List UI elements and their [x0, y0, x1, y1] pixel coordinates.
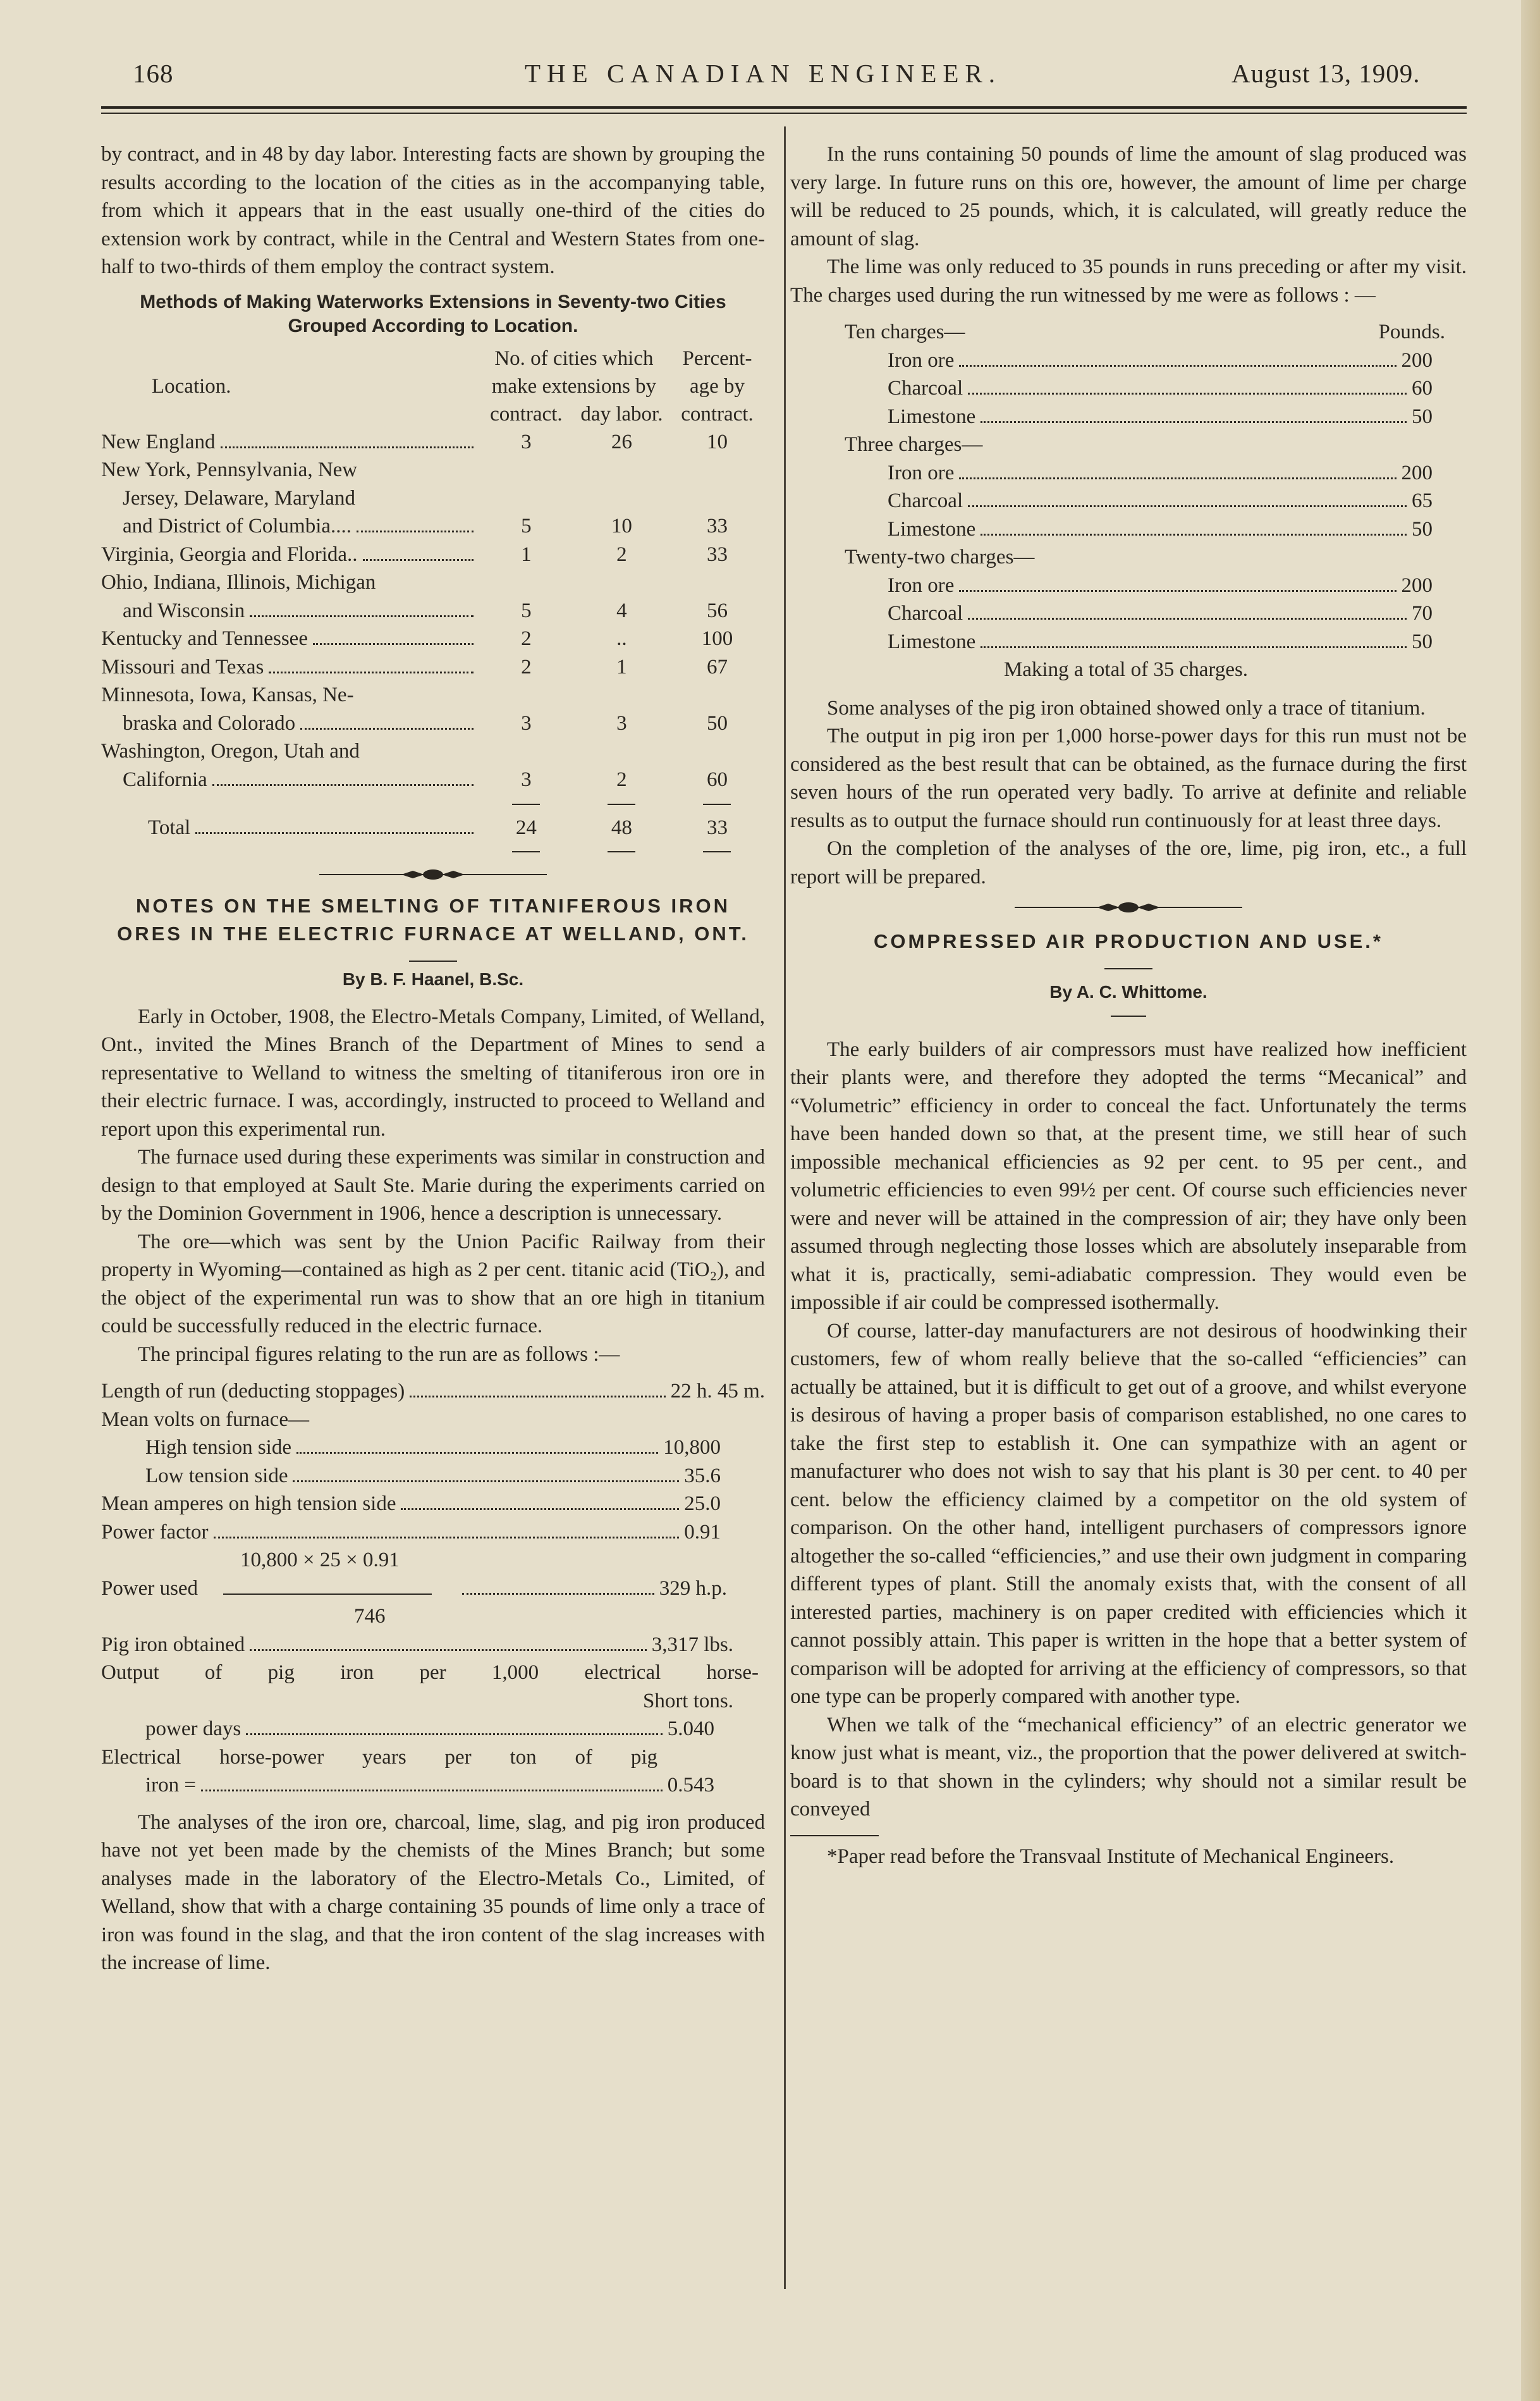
charge-item: Iron ore 200 [888, 574, 1433, 597]
charges-total: Making a total of 35 charges. [1003, 658, 1249, 681]
paragraph: The ore—which was sent by the Union Pacific Railway from their property in Wyoming—contained as high as 2 per cent. titanic acid (TiO₂), and the object of the experimental run was to show that an ore high in titanium could be successfully reduced in the electric furnace. [101, 1230, 765, 1337]
formula-numerator: 10,800 × 25 × 0.91 [240, 1549, 400, 1571]
row-day: 2 [616, 768, 627, 791]
row-location: Kentucky and Tennessee [101, 627, 308, 650]
journal-title: THE CANADIAN ENGINEER. [525, 59, 1002, 88]
row-day: 2 [616, 543, 627, 566]
paragraph: The lime was only reduced to 35 pounds in runs preceding or after my visit. The charges used during the run witnessed by me were as follows : — [790, 255, 1467, 307]
row-day: 3 [616, 711, 627, 735]
row-contract: 3 [521, 711, 532, 735]
charge-item: Charcoal 70 [888, 602, 1433, 625]
row-day: 1 [616, 655, 627, 679]
row-pct: 56 [706, 599, 728, 622]
charge-group-label: Ten charges— [845, 321, 965, 343]
figure-row: Power used 329 h.p. [101, 1576, 727, 1600]
paragraph: The early builders of air compressors must have realized how inefficient their plants were, and therefore they adopted the terms “Mecanical” and “Volumetric” efficiency in order to conceal the fact. Unfortunately the terms have been handed down so that, at the present time, we still hear of such impossible mechanical efficiencies as 92 per cent. to 95 per cent., and volumetric efficiencies to even 99½ per cent. Of course such efficiencies never were and never will be attained in the compression of air; they have only been assumed through neglecting those losses which are absolutely inseparable from what it is, practically, semi-adiabatic compression. They would even be impossible if air could be compressed isothermally. [790, 1038, 1467, 1314]
title-rule [1104, 968, 1152, 969]
charge-item: Iron ore 200 [888, 348, 1433, 372]
row-location: Washington, Oregon, Utah and [101, 740, 360, 763]
row-pct: 33 [706, 543, 728, 566]
figure-row: Mean amperes on high tension side 25.0 [101, 1492, 721, 1515]
charge-item: Charcoal 60 [888, 377, 1433, 400]
charge-group-label: Twenty-two charges— [845, 546, 1035, 568]
table-row [101, 653, 765, 682]
figure-row: Mean volts on furnace— [101, 1408, 309, 1431]
charge-item: Limestone 50 [888, 405, 1433, 428]
col-header-day-labor: day labor. [580, 402, 663, 426]
row-location: New England [101, 430, 216, 453]
article-title: COMPRESSED AIR PRODUCTION AND USE.* [874, 930, 1383, 952]
paragraph: Some analyses of the pig iron obtained showed only a trace of titanium. [827, 696, 1426, 720]
row-contract: 5 [521, 515, 532, 537]
figure-row: Power factor 0.91 [101, 1520, 721, 1544]
column-divider [784, 126, 786, 2289]
row-location: braska and Colorado [123, 711, 296, 735]
table-row [101, 456, 765, 484]
total-day: 48 [611, 816, 632, 839]
col-header-pct-3: contract. [681, 402, 754, 426]
row-day: 4 [616, 599, 627, 622]
row-location: Virginia, Georgia and Florida.. [101, 543, 358, 566]
row-day: .. [616, 627, 627, 650]
col-header-pct-2: age by [689, 374, 745, 398]
charges-list [790, 318, 1445, 684]
row-pct: 60 [706, 768, 728, 791]
col-header-location: Location. [152, 374, 231, 398]
byline-rule [1111, 1016, 1146, 1017]
figure-row: iron = 0.543 [145, 1774, 714, 1796]
row-pct: 33 [706, 515, 728, 537]
paragraph: In the runs containing 50 pounds of lime the amount of slag produced was very large. In future runs on this ore, however, the amount of lime per charge will be reduced to 25 pounds, which, it is calculated, will greatly reduce the amount of slag. [790, 143, 1467, 250]
paragraph: The principal figures relating to the run are as follows :— [138, 1342, 620, 1366]
row-day: 26 [611, 430, 632, 453]
figure-row: Low tension side 35.6 [145, 1464, 721, 1487]
table-row [101, 512, 765, 541]
row-pct: 10 [706, 430, 728, 453]
row-contract: 1 [521, 543, 532, 566]
footnote-rule [790, 1835, 879, 1836]
charge-item: Iron ore 200 [888, 461, 1433, 484]
row-location: Missouri and Texas [101, 655, 264, 679]
row-contract: 2 [521, 627, 532, 650]
row-contract: 5 [521, 599, 532, 622]
figure-row: Pig iron obtained 3,317 lbs. [101, 1633, 733, 1656]
charge-item: Limestone 50 [888, 630, 1433, 653]
col-header-cities-2: make extensions by [491, 374, 657, 398]
page-number: 168 [133, 59, 174, 88]
total-contract: 24 [515, 816, 537, 839]
table-total-row [101, 813, 765, 843]
row-pct: 67 [706, 655, 728, 679]
col-header-contract: contract. [490, 402, 563, 426]
row-day: 10 [611, 515, 632, 537]
table-title: Methods of Making Waterworks Extensions in Seventy-two Cities Grouped According to Location. [140, 291, 726, 336]
row-location: Jersey, Delaware, Maryland [123, 486, 356, 510]
table-row [101, 568, 765, 597]
footnote: *Paper read before the Transvaal Institute of Mechanical Engineers. [827, 1845, 1395, 1868]
figure-row: High tension side 10,800 [145, 1436, 721, 1459]
formula-denominator: 746 [354, 1605, 386, 1628]
paragraph: Early in October, 1908, the Electro-Metals Company, Limited, of Welland, Ont., invited the Mines Branch of the Department of Mines to send a representative to Welland to witness the smelting of titaniferous iron ore in their electric furnace. I was, accordingly, instructed to proceed to Welland and report upon this experimental run. [101, 1005, 765, 1141]
table-row [101, 541, 765, 569]
figure-row: power days 5.040 [145, 1717, 714, 1740]
article-byline: By A. C. Whittome. [1049, 982, 1207, 1002]
ornament-divider [319, 868, 547, 881]
table-header [101, 345, 765, 372]
row-location: and Wisconsin [123, 599, 245, 622]
row-pct: 50 [706, 711, 728, 735]
total-pct: 33 [706, 816, 728, 839]
row-contract: 3 [521, 430, 532, 453]
row-contract: 3 [521, 768, 532, 791]
page-edge [1521, 0, 1540, 2401]
charges-pounds-header: Pounds. [1378, 321, 1445, 343]
charge-group-label: Three charges— [845, 433, 983, 456]
table-row [101, 709, 765, 738]
run-figures [101, 1377, 765, 1800]
article-title: NOTES ON THE SMELTING OF TITANIFEROUS IRON ORES IN THE ELECTRIC FURNACE AT WELLAND, ONT. [117, 895, 749, 945]
header-rule-thin [101, 113, 1467, 114]
ornament-divider [1015, 901, 1242, 914]
paragraph: Of course, latter-day manufacturers are not desirous of hoodwinking their customers, few of whom really believe that the so-called “efficiencies” can actually be attained, but it is difficult to get out of a groove, and whilst everyone is desirous of having a proper basis of comparison established, no one cares to take the first step to establish it. One can sympathize with an agent or manufacturer who does not wish to say that his plant is 30 per cent. to 40 per cent. below the efficiency claimed by a competitor on the old system of comparison. On the other hand, intelligent purchasers of compressors ignore altogether the so-called “efficiencies,” and use their own judgment in comparing different types of plant. Still the anomaly exists that, with the consent of all interested parties, machinery is on paper credited with efficiencies which it cannot possibly attain. This paper is written in the hope that a better system of comparison will be adopted for arriving at the efficiency of compressors, so that one type can be properly compared with another type. [790, 1319, 1467, 1708]
table-row [101, 484, 765, 513]
table-row [101, 737, 765, 766]
charge-item: Limestone 50 [888, 517, 1433, 541]
header-rule [101, 106, 1467, 109]
col-header-pct: Percent- [682, 347, 752, 370]
row-location: and District of Columbia.... [123, 515, 352, 537]
figure-row: Output of pig iron per 1,000 electrical horse- [101, 1661, 759, 1684]
extensions-table [101, 345, 765, 859]
short-tons-label: Short tons. [642, 1689, 733, 1712]
article-byline: By B. F. Haanel, B.Sc. [342, 969, 524, 989]
right-column [790, 140, 1467, 1870]
table-row [101, 625, 765, 653]
figure-row: Electrical horse-power years per ton of pig [101, 1745, 657, 1769]
table-row [101, 428, 765, 457]
col-header-cities: No. of cities which [494, 347, 654, 370]
paragraph: When we talk of the “mechanical efficiency” of an electric generator we know just what is meant, viz., the proportion that the power delivered at switch-board is to that shown in the cylinders; why should not a similar result be conveyed [790, 1713, 1467, 1821]
paragraph: On the completion of the analyses of the ore, lime, pig iron, etc., a full report will be prepared. [790, 837, 1467, 888]
left-column [101, 140, 765, 1977]
row-location: Minnesota, Iowa, Kansas, Ne- [101, 684, 354, 706]
row-location: Ohio, Indiana, Illinois, Michigan [101, 571, 376, 594]
row-contract: 2 [521, 655, 532, 679]
paragraph: The output in pig iron per 1,000 horse-power days for this run must not be considered as the best result that can be obtained, as the furnace during the first seven hours of the run operated very badly. To arrive at definite and reliable results as to output the furnace should run continuously for at least three days. [790, 725, 1467, 832]
paragraph: The analyses of the iron ore, charcoal, lime, slag, and pig iron produced have not yet been made by the chemists of the Mines Branch; but some analyses made in the laboratory of the Electro-Metals Co., Limited, of Welland, show that with a charge containing 35 pounds of lime only a trace of iron was found in the slag, and that the iron content of the slag increases with the increase of lime. [101, 1810, 765, 1974]
issue-date: August 13, 1909. [1231, 59, 1421, 88]
paragraph: by contract, and in 48 by day labor. Interesting facts are shown by grouping the results according to the location of the cities as in the accompanying table, from which it appears that in the east usually one-third of the cities do extension work by contract, while in the Central and Western States from one-half to two-thirds of them employ the contract system. [101, 143, 765, 278]
total-label: Total [148, 816, 191, 839]
row-pct: 100 [701, 627, 733, 650]
table-row [101, 681, 765, 709]
paragraph: The furnace used during these experiments was similar in construction and design to that employed at Sault Ste. Marie during the experiments carried on by the Dominion Government in 1906, hence a description is unnecessary. [101, 1146, 765, 1225]
table-row [101, 597, 765, 625]
row-location: New York, Pennsylvania, New [101, 458, 358, 481]
table-row [101, 766, 765, 794]
charge-item: Charcoal 65 [888, 489, 1433, 512]
row-location: California [123, 768, 207, 791]
figure-row: Length of run (deducting stoppages) 22 h. 45 m. [101, 1380, 765, 1403]
title-rule [409, 961, 457, 962]
